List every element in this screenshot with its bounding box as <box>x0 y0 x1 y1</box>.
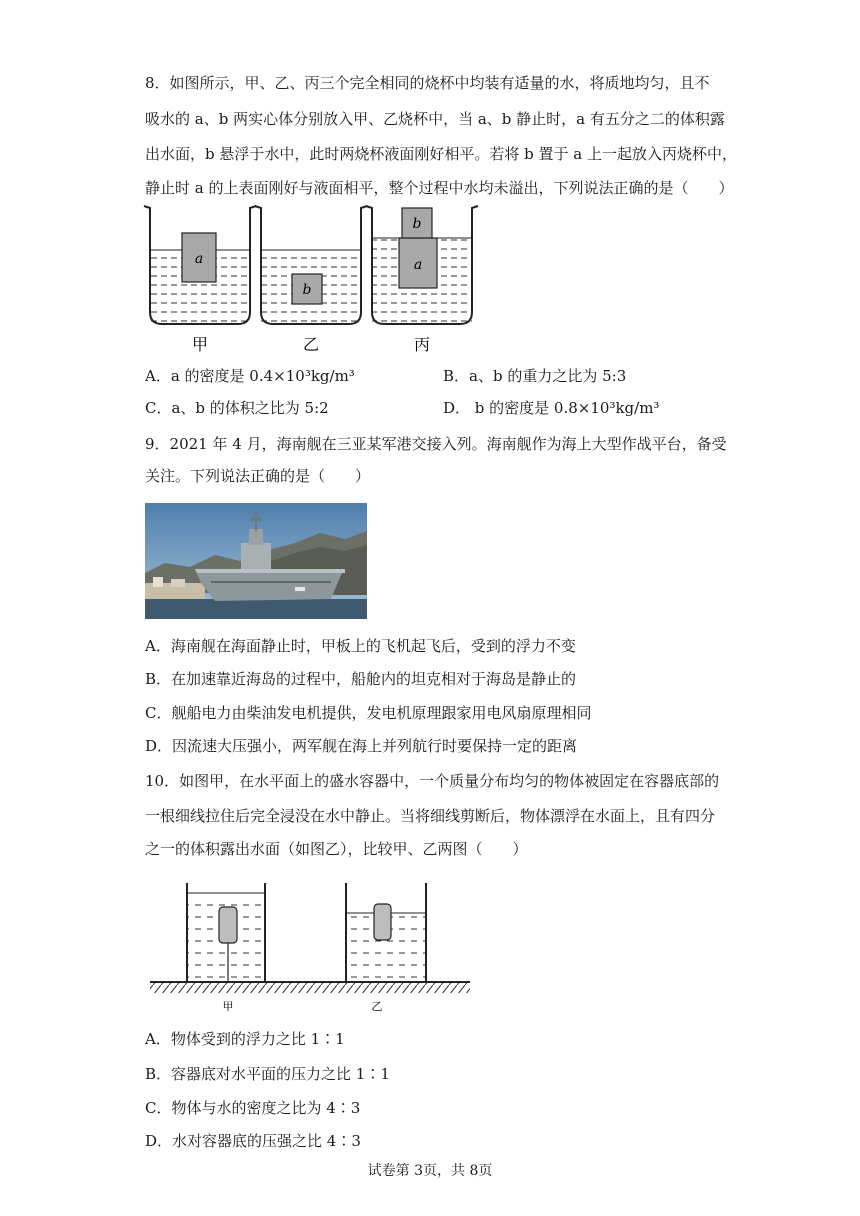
container-label-yi: 乙 <box>371 1000 383 1013</box>
q9-line-1: 9．2021 年 4 月，海南舰在三亚某军港交接入列。海南舰作为海上大型作战平台，备受 <box>145 435 727 453</box>
beaker-bing <box>366 206 478 324</box>
beaker-label-yi: 乙 <box>302 335 320 354</box>
q10-option-a[interactable]: A．物体受到的浮力之比 1∶1 <box>145 1030 345 1048</box>
q8-option-a[interactable]: A．a 的密度是 0.4×10³kg/m³ <box>145 367 355 385</box>
q10-container-figure <box>145 875 475 1020</box>
q10-option-b[interactable]: B．容器底对水平面的压力之比 1∶1 <box>145 1065 390 1083</box>
container-jia <box>187 883 265 982</box>
q10-line-3: 之一的体积露出水面（如图乙），比较甲、乙两图（ ） <box>145 840 528 858</box>
warship-photo <box>145 503 367 619</box>
q9-option-b[interactable]: B．在加速靠近海岛的过程中，船舱内的坦克相对于海岛是静止的 <box>145 670 577 688</box>
q8-line-2: 吸水的 a、b 两实心体分别放入甲、乙烧杯中，当 a、b 静止时，a 有五分之二的体积露 <box>145 110 725 128</box>
block-b-stacked-label: b <box>412 216 422 232</box>
q8-option-b[interactable]: B．a、b 的重力之比为 5:3 <box>443 367 627 385</box>
q8-option-d[interactable]: D． b 的密度是 0.8×10³kg/m³ <box>443 399 660 417</box>
beaker-label-bing: 丙 <box>413 335 431 354</box>
beaker-jia <box>144 206 256 324</box>
q9-option-d[interactable]: D．因流速大压强小，两军舰在海上并列航行时要保持一定的距离 <box>145 737 578 755</box>
q8-line-1: 8．如图所示，甲、乙、丙三个完全相同的烧杯中均装有适量的水，将质地均匀，且不 <box>145 74 710 92</box>
beaker-yi <box>255 206 367 324</box>
q8-beaker-figure <box>140 200 480 360</box>
object-floating <box>374 904 391 940</box>
q8-line-4: 静止时 a 的上表面刚好与液面相平，整个过程中水均未溢出，下列说法正确的是（ ） <box>145 179 734 197</box>
q9-line-2: 关注。下列说法正确的是（ ） <box>145 467 371 485</box>
q10-option-d[interactable]: D．水对容器底的压强之比 4∶3 <box>145 1132 361 1150</box>
container-label-jia: 甲 <box>222 1000 234 1013</box>
block-a-stacked-label: a <box>413 257 423 273</box>
q8-option-c[interactable]: C．a、b 的体积之比为 5:2 <box>145 399 329 417</box>
q9-option-c[interactable]: C．舰船电力由柴油发电机提供，发电机原理跟家用电风扇原理相同 <box>145 704 592 722</box>
q10-line-2: 一根细线拉住后完全浸没在水中静止。当将细线剪断后，物体漂浮在水面上，且有四分 <box>145 807 716 825</box>
q8-line-3: 出水面，b 悬浮于水中，此时两烧杯液面刚好相平。若将 b 置于 a 上一起放入丙烧杯中， <box>145 145 737 163</box>
page-footer: 试卷第 3页，共 8页 <box>367 1163 493 1179</box>
q10-line-1: 10．如图甲，在水平面上的盛水容器中，一个质量分布均匀的物体被固定在容器底部的 <box>145 772 720 790</box>
beaker-label-jia: 甲 <box>191 335 209 354</box>
block-b-label: b <box>302 282 312 298</box>
object-tethered <box>219 907 237 943</box>
q10-option-c[interactable]: C．物体与水的密度之比为 4∶3 <box>145 1099 361 1117</box>
block-a-label: a <box>194 251 204 267</box>
q9-option-a[interactable]: A．海南舰在海面静止时，甲板上的飞机起飞后，受到的浮力不变 <box>145 637 576 655</box>
container-yi <box>346 883 426 982</box>
